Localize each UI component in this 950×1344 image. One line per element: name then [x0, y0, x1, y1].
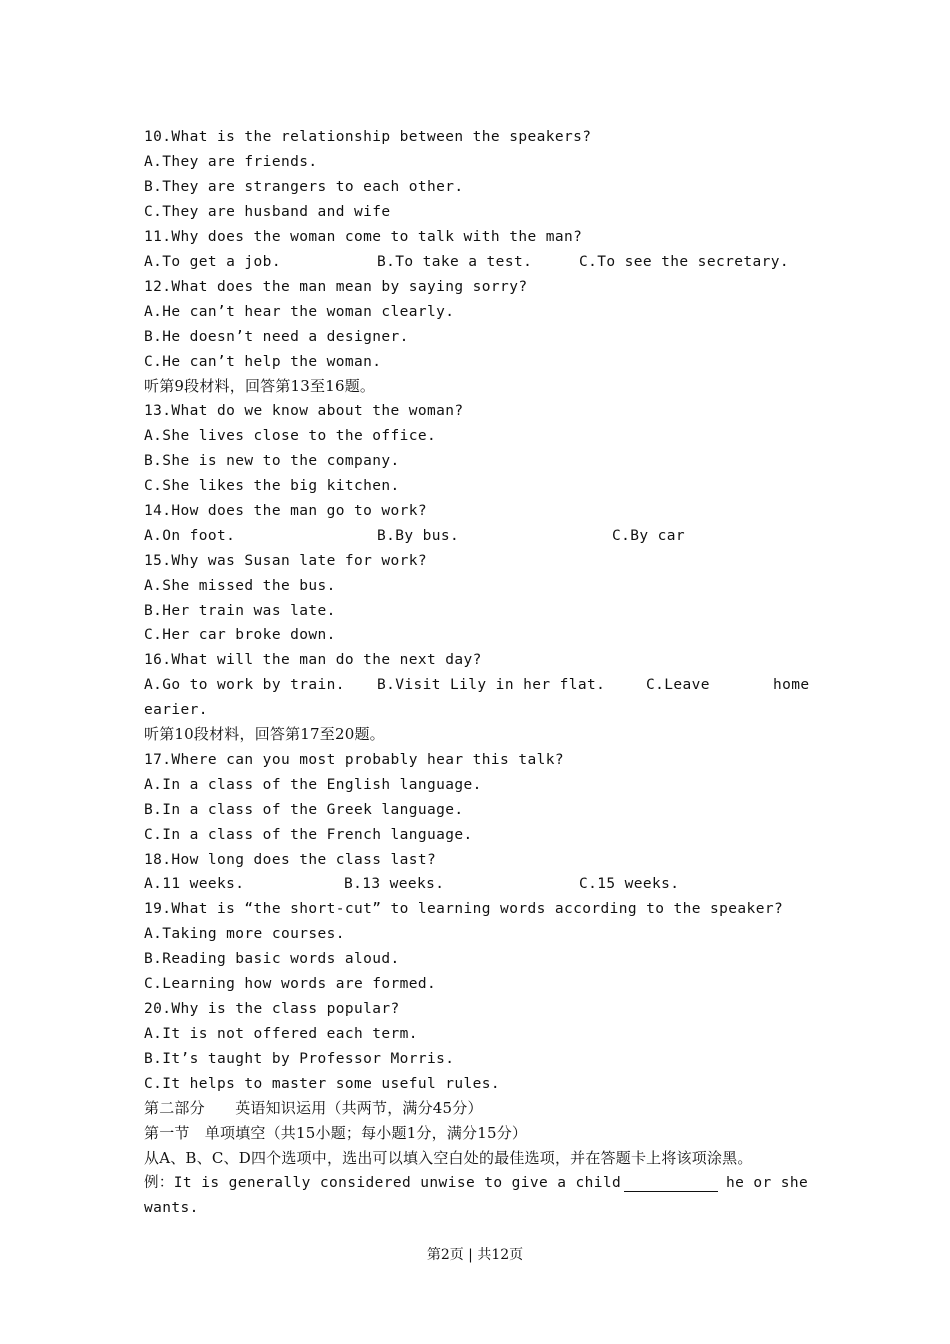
option-19a: A.Taking more courses. — [144, 926, 345, 942]
option-15a: A.She missed the bus. — [144, 578, 336, 594]
option-20c: C.It helps to master some useful rules. — [144, 1076, 501, 1092]
option-12b: B.He doesn’t need a designer. — [144, 329, 409, 345]
option-14c: C.By car — [612, 528, 686, 544]
option-14b: B.By bus. — [377, 528, 460, 544]
question-13: 13.What do we know about the woman? — [144, 403, 464, 419]
option-13c: C.She likes the big kitchen. — [144, 478, 400, 494]
options-row-14 — [144, 524, 844, 549]
question-15: 15.Why was Susan late for work? — [144, 553, 428, 569]
option-15b: B.Her train was late. — [144, 603, 336, 619]
option-13b: B.She is new to the company. — [144, 453, 400, 469]
options-row-11 — [144, 250, 844, 275]
option-15c: C.Her car broke down. — [144, 627, 336, 643]
option-18c: C.15 weeks. — [579, 876, 680, 892]
question-16: 16.What will the man do the next day? — [144, 652, 482, 668]
option-12c: C.He can’t help the woman. — [144, 354, 382, 370]
question-10: 10.What is the relationship between the speakers? — [144, 129, 592, 145]
option-10c: C.They are husband and wife — [144, 204, 391, 220]
example-line — [144, 1171, 809, 1196]
question-19: 19.What is “the short-cut” to learning words according to the speaker? — [144, 901, 784, 917]
section-one-heading: 第一节 单项填空（共15小题；每小题1分，满分15分） — [144, 1124, 528, 1142]
option-12a: A.He can’t hear the woman clearly. — [144, 304, 455, 320]
option-16c-cont: home — [773, 677, 810, 693]
example-suffix: he or she — [726, 1175, 809, 1191]
part-two-heading: 第二部分 英语知识运用（共两节，满分45分） — [144, 1099, 483, 1117]
option-16b: B.Visit Lily in her flat. — [377, 677, 606, 693]
question-11: 11.Why does the woman come to talk with the man? — [144, 229, 583, 245]
option-19c: C.Learning how words are formed. — [144, 976, 437, 992]
section-one-instruction: 从A、B、C、D四个选项中，选出可以填入空白处的最佳选项，并在答题卡上将该项涂黑。 — [144, 1149, 753, 1167]
question-14: 14.How does the man go to work? — [144, 503, 428, 519]
options-row-18 — [144, 872, 744, 897]
page-footer: 第2页 | 共12页 — [426, 1247, 524, 1263]
options-row-16 — [144, 673, 809, 698]
option-11c: C.To see the secretary. — [579, 254, 789, 270]
option-17a: A.In a class of the English language. — [144, 777, 482, 793]
option-11a: A.To get a job. — [144, 254, 281, 270]
option-16c: C.Leave — [646, 677, 710, 693]
option-18b: B.13 weeks. — [344, 876, 445, 892]
option-10a: A.They are friends. — [144, 154, 318, 170]
question-20: 20.Why is the class popular? — [144, 1001, 400, 1017]
section-instruction-9: 听第9段材料，回答第13至16题。 — [144, 377, 376, 395]
option-20b: B.It’s taught by Professor Morris. — [144, 1051, 455, 1067]
option-19b: B.Reading basic words aloud. — [144, 951, 400, 967]
question-17: 17.Where can you most probably hear this talk? — [144, 752, 564, 768]
example-prefix: 例：It is generally considered unwise to give a child — [144, 1175, 622, 1191]
option-14a: A.On foot. — [144, 528, 236, 544]
example-blank — [620, 1174, 722, 1199]
option-20a: A.It is not offered each term. — [144, 1026, 418, 1042]
example-wrap: wants. — [144, 1200, 199, 1216]
option-16c-wrap: earier. — [144, 702, 208, 718]
option-10b: B.They are strangers to each other. — [144, 179, 464, 195]
option-18a: A.11 weeks. — [144, 876, 245, 892]
option-11b: B.To take a test. — [377, 254, 533, 270]
option-16a: A.Go to work by train. — [144, 677, 345, 693]
option-13a: A.She lives close to the office. — [144, 428, 437, 444]
question-12: 12.What does the man mean by saying sorry? — [144, 279, 528, 295]
section-instruction-10: 听第10段材料，回答第17至20题。 — [144, 725, 385, 743]
question-18: 18.How long does the class last? — [144, 852, 437, 868]
option-17c: C.In a class of the French language. — [144, 827, 473, 843]
option-17b: B.In a class of the Greek language. — [144, 802, 464, 818]
